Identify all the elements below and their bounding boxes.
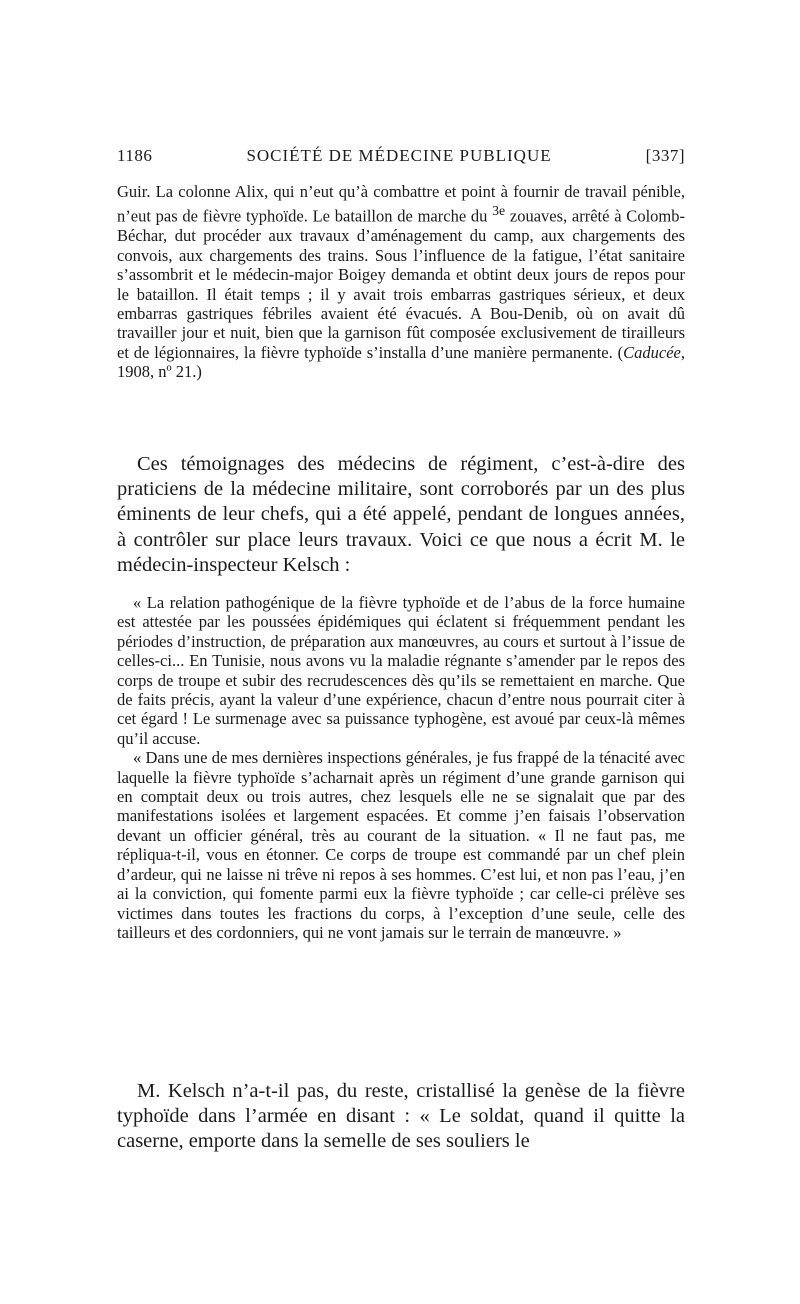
quotation-paragraph: « La relation pathogénique de la fièvre typhoïde et de l’abus de la force humaine est attestée par les poussées épidémiques qui éclatent si fréquemment pendant les périodes d’instruction, de préparation aux manœuvres, au cours et surtout à l’issue de celles-ci... En Tunisie, nous avons vu la maladie régnante s’amender par le repos des corps de troupe et subir des recrudescences dès qu’ils se remettaient en marche. Que de faits précis, ayant la valeur d’une expérience, chacun d’entre nous pourrait citer à cet égard ! Le surmenage avec sa puissance typhogène, est avoué par ceux-là mêmes qu’il accuse.	[117, 593, 685, 748]
citation-paragraph	[117, 182, 685, 382]
body-paragraph	[117, 1079, 685, 1155]
running-header	[117, 146, 685, 166]
body-paragraph	[117, 452, 685, 578]
body-paragraph-text: Ces témoignages des médecins de régiment, c’est-à-dire des praticiens de la médecine militaire, sont corroborés par un des plus éminents de leur chefs, qui a été appelé, pendant de longues années, à contrôler sur place leurs travaux. Voici ce que nous a écrit M. le médecin-inspecteur Kelsch :	[117, 453, 685, 576]
citation-text-after: zouaves, arrêté à Colomb-Béchar, dut procéder aux travaux d’aménagement du camp, aux chargements des convois, aux chargements des trains. Sous l’influence de la fatigue, l’état sanitaire s’assombrit et le médecin-major Boigey demanda et obtint deux jours de repos pour le bataillon. Il était temps ; il y avait trois embarras gastriques sérieux, et deux embarras gastriques fébriles avaient été évacués. A Bou-Denib, où on avait dû travailler jour et nuit, bien que la garnison fût composée exclusivement de tirailleurs et de légionnaires, la fièvre typhoïde s’installa d’une manière permanente. (	[117, 206, 685, 362]
ordinal-superscript: 3e	[492, 203, 506, 219]
journal-title: Caducée	[623, 342, 681, 362]
page-number: 1186	[117, 146, 153, 165]
citation-reference: , 1908, nº 21.)	[117, 342, 685, 382]
quotation-paragraph: « Dans une de mes dernières inspections générales, je fus frappé de la ténacité avec laquelle la fièvre typhoïde s’acharnait après un régiment d’une grande garnison qui en comptait deux ou trois autres, chez lesquels elle ne se signalait que par des manifestations isolées et largement espacées. Et comme j’en faisais l’observation devant un officier général, très au courant de la situation. « Il ne faut pas, me répliqua-t-il, vous en étonner. Ce corps de troupe est commandé par un chef plein d’ardeur, qui ne laisse ni trêve ni repos à ses hommes. C’est lui, et non pas l’eau, j’en ai la conviction, qui fomente parmi eux la fièvre typhoïde ; car celle-ci prélève ses victimes dans toutes les fractions du corps, à l’exception d’une seule, celle des tailleurs et des cordonniers, qui ne vont jamais sur le terrain de manœuvre. »	[117, 748, 685, 942]
citation-text-before: Guir. La colonne Alix, qui n’eut qu’à combattre et point à fournir de travail pénible, n’eut pas de fièvre typhoïde. Le bataillon de marche du	[117, 182, 685, 226]
body-paragraph-text: M. Kelsch n’a-t-il pas, du reste, cristallisé la genèse de la fièvre typhoïde dans l’armée en disant : « Le soldat, quand il quitte la caserne, emporte dans la semelle de ses souliers le	[117, 1080, 685, 1153]
running-title: SOCIÉTÉ DE MÉDECINE PUBLIQUE	[246, 146, 552, 165]
quotation	[117, 593, 685, 942]
section-number: [337]	[645, 146, 685, 165]
